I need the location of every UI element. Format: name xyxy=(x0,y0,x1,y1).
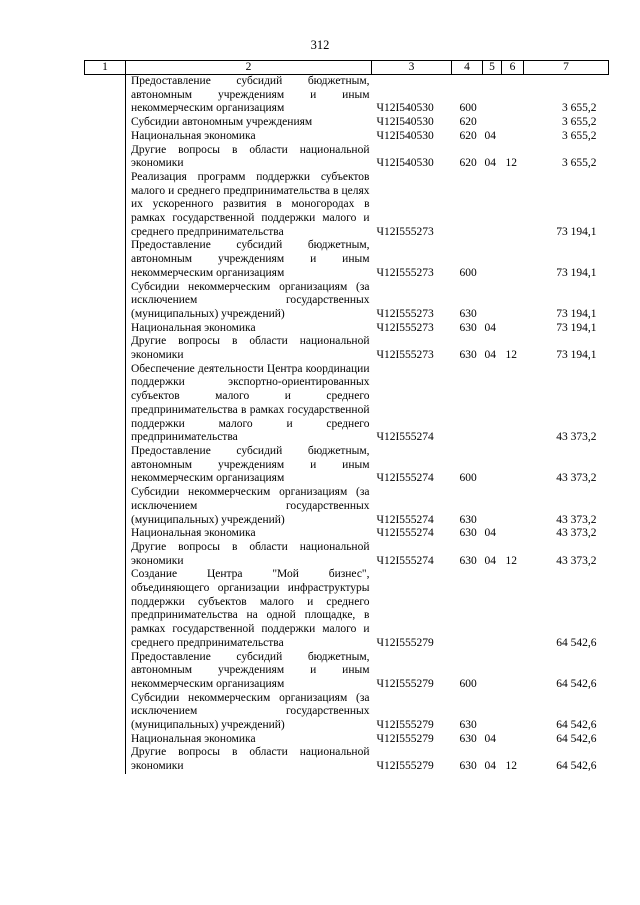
header-col-3: 3 xyxy=(372,61,452,75)
amount: 73 194,1 xyxy=(556,307,597,320)
expense-type: 630 xyxy=(459,513,477,526)
target-code: Ч12I555274 xyxy=(376,554,434,567)
header-row xyxy=(85,61,609,75)
amount: 64 542,6 xyxy=(556,677,597,690)
col1-cell xyxy=(85,733,126,747)
section-code: 04 xyxy=(484,760,496,773)
section-code: 04 xyxy=(484,349,496,362)
col1-cell xyxy=(85,75,126,117)
target-code: Ч12I555279 xyxy=(376,636,434,649)
amount: 43 373,2 xyxy=(556,431,597,444)
expense-type: 620 xyxy=(459,157,477,170)
expense-name: Реализация программ поддержки субъектов малого и среднего предпринимательства в целях их ускоренного развития в моногородах в рамках государственной поддержки малого и среднего предпринимательства xyxy=(131,170,370,238)
table-row xyxy=(85,322,609,336)
expense-name: Субсидии некоммерческим организациям (за исключением государственных (муниципальных) учреждений) xyxy=(131,486,370,526)
expense-name: Субсидии некоммерческим организациям (за исключением государственных (муниципальных) учреждений) xyxy=(131,280,370,320)
section-code xyxy=(483,281,502,322)
table-row xyxy=(85,527,609,541)
expense-type: 600 xyxy=(459,677,477,690)
expense-type: 630 xyxy=(459,307,477,320)
target-code: Ч12I555273 xyxy=(376,266,434,279)
col1-cell xyxy=(85,144,126,171)
expense-type xyxy=(452,171,483,240)
amount: 73 194,1 xyxy=(556,349,597,362)
expense-type: 620 xyxy=(459,116,477,129)
col1-cell xyxy=(85,335,126,362)
header-col-5: 5 xyxy=(483,61,502,75)
expense-name: Предоставление субсидий бюджетным, автономным учреждениям и иным некоммерческим организациям xyxy=(131,239,370,279)
expense-type xyxy=(452,363,483,445)
section-code xyxy=(483,445,502,486)
section-code: 04 xyxy=(484,157,496,170)
amount: 64 542,6 xyxy=(556,732,597,745)
expense-name: Другие вопросы в области национальной экономики xyxy=(131,746,370,773)
subsection-code xyxy=(502,733,524,747)
expense-name: Субсидии автономным учреждениям xyxy=(131,116,313,129)
target-code: Ч12I555273 xyxy=(376,225,434,238)
section-code: 04 xyxy=(484,732,496,745)
amount: 3 655,2 xyxy=(562,102,597,115)
header-col-6: 6 xyxy=(502,61,524,75)
table-header xyxy=(85,61,609,75)
col1-cell xyxy=(85,363,126,445)
expense-type: 630 xyxy=(459,732,477,745)
section-code: 04 xyxy=(484,554,496,567)
target-code: Ч12I555279 xyxy=(376,760,434,773)
expense-type: 630 xyxy=(459,760,477,773)
table-row xyxy=(85,733,609,747)
target-code: Ч12I540530 xyxy=(376,157,434,170)
table-row xyxy=(85,445,609,486)
subsection-code: 12 xyxy=(505,157,517,170)
table-row xyxy=(85,363,609,445)
target-code: Ч12I555279 xyxy=(376,719,434,732)
expense-type: 620 xyxy=(459,129,477,142)
section-code xyxy=(483,651,502,692)
col1-cell xyxy=(85,692,126,733)
col1-cell xyxy=(85,527,126,541)
subsection-code xyxy=(502,692,524,733)
amount: 64 542,6 xyxy=(556,636,597,649)
expense-type: 630 xyxy=(459,321,477,334)
page-number: 312 xyxy=(310,38,330,52)
table-row xyxy=(85,335,609,362)
expense-name: Национальная экономика xyxy=(131,129,256,142)
expense-name: Обеспечение деятельности Центра координации поддержки экспортно-ориентированных субъектов малого и среднего предпринимательства в рамках государственной поддержки малого и среднего предпринимательства xyxy=(131,362,370,444)
target-code: Ч12I540530 xyxy=(376,129,434,142)
target-code: Ч12I555273 xyxy=(376,321,434,334)
section-code xyxy=(483,363,502,445)
table-row xyxy=(85,568,609,650)
col1-cell xyxy=(85,171,126,240)
expense-type: 630 xyxy=(459,719,477,732)
expense-name: Другие вопросы в области национальной экономики xyxy=(131,540,370,567)
subsection-code xyxy=(502,75,524,117)
subsection-code xyxy=(502,322,524,336)
section-code xyxy=(483,75,502,117)
subsection-code xyxy=(502,486,524,527)
expense-name: Предоставление субсидий бюджетным, автономным учреждениям и иным некоммерческим организациям xyxy=(131,75,370,115)
subsection-code xyxy=(502,445,524,486)
col1-cell xyxy=(85,130,126,144)
col1-cell xyxy=(85,322,126,336)
section-code: 04 xyxy=(484,321,496,334)
target-code: Ч12I555274 xyxy=(376,472,434,485)
expense-name: Субсидии некоммерческим организациям (за исключением государственных (муниципальных) учреждений) xyxy=(131,691,370,732)
amount: 3 655,2 xyxy=(562,129,597,142)
subsection-code xyxy=(502,527,524,541)
header-col-7: 7 xyxy=(524,61,609,75)
table-row xyxy=(85,746,609,773)
header-col-1: 1 xyxy=(85,61,126,75)
section-code xyxy=(483,568,502,650)
col1-cell xyxy=(85,746,126,773)
target-code: Ч12I555279 xyxy=(376,677,434,690)
amount: 3 655,2 xyxy=(562,116,597,129)
subsection-code xyxy=(502,130,524,144)
table-row xyxy=(85,281,609,322)
subsection-code: 12 xyxy=(505,554,517,567)
header-col-4: 4 xyxy=(452,61,483,75)
expense-type: 600 xyxy=(459,266,477,279)
amount: 43 373,2 xyxy=(556,554,597,567)
expense-name: Национальная экономика xyxy=(131,527,256,540)
table-row xyxy=(85,144,609,171)
expense-name: Создание Центра "Мой бизнес", объединяющего организации инфраструктуры поддержки субъектов малого и среднего предпринимательства на одной площадке, в рамках государственной поддержки малого и среднего предпринимательства xyxy=(131,568,370,649)
section-code: 04 xyxy=(484,527,496,540)
section-code xyxy=(483,239,502,280)
expense-type: 600 xyxy=(459,472,477,485)
table-row xyxy=(85,75,609,117)
amount: 73 194,1 xyxy=(556,266,597,279)
col1-cell xyxy=(85,486,126,527)
amount: 43 373,2 xyxy=(556,513,597,526)
expense-type: 630 xyxy=(459,554,477,567)
target-code: Ч12I555273 xyxy=(376,307,434,320)
subsection-code: 12 xyxy=(505,760,517,773)
expense-type: 630 xyxy=(459,349,477,362)
subsection-code: 12 xyxy=(505,349,517,362)
expense-name: Другие вопросы в области национальной экономики xyxy=(131,335,370,362)
expense-type xyxy=(452,568,483,650)
target-code: Ч12I540530 xyxy=(376,102,434,115)
expense-name: Предоставление субсидий бюджетным, автономным учреждениям и иным некоммерческим организациям xyxy=(131,650,370,690)
section-code: 04 xyxy=(484,129,496,142)
section-code xyxy=(483,486,502,527)
target-code: Ч12I555274 xyxy=(376,431,434,444)
amount: 3 655,2 xyxy=(562,157,597,170)
section-code xyxy=(483,171,502,240)
target-code: Ч12I555274 xyxy=(376,527,434,540)
col1-cell xyxy=(85,239,126,280)
subsection-code xyxy=(502,171,524,240)
budget-table xyxy=(84,60,609,774)
table-row xyxy=(85,116,609,130)
amount: 43 373,2 xyxy=(556,527,597,540)
expense-name: Национальная экономика xyxy=(131,321,256,334)
col1-cell xyxy=(85,651,126,692)
target-code: Ч12I540530 xyxy=(376,116,434,129)
subsection-code xyxy=(502,116,524,130)
expense-name: Предоставление субсидий бюджетным, автономным учреждениям и иным некоммерческим организациям xyxy=(131,444,370,485)
expense-type: 600 xyxy=(459,102,477,115)
col1-cell xyxy=(85,116,126,130)
expense-type: 630 xyxy=(459,527,477,540)
col1-cell xyxy=(85,568,126,650)
amount: 64 542,6 xyxy=(556,719,597,732)
table-row xyxy=(85,651,609,692)
amount: 73 194,1 xyxy=(556,225,597,238)
amount: 43 373,2 xyxy=(556,472,597,485)
target-code: Ч12I555279 xyxy=(376,732,434,745)
table-row xyxy=(85,171,609,240)
subsection-code xyxy=(502,281,524,322)
table-row xyxy=(85,541,609,568)
section-code xyxy=(483,692,502,733)
section-code xyxy=(483,116,502,130)
subsection-code xyxy=(502,363,524,445)
col1-cell xyxy=(85,281,126,322)
col1-cell xyxy=(85,541,126,568)
amount: 64 542,6 xyxy=(556,760,597,773)
table-row xyxy=(85,239,609,280)
subsection-code xyxy=(502,239,524,280)
table-row xyxy=(85,692,609,733)
subsection-code xyxy=(502,568,524,650)
amount: 73 194,1 xyxy=(556,321,597,334)
target-code: Ч12I555273 xyxy=(376,349,434,362)
subsection-code xyxy=(502,651,524,692)
col1-cell xyxy=(85,445,126,486)
expense-name: Другие вопросы в области национальной экономики xyxy=(131,143,370,170)
header-col-2: 2 xyxy=(126,61,372,75)
table-row xyxy=(85,486,609,527)
table-body xyxy=(85,75,609,774)
table-row xyxy=(85,130,609,144)
target-code: Ч12I555274 xyxy=(376,513,434,526)
expense-name: Национальная экономика xyxy=(131,732,256,745)
